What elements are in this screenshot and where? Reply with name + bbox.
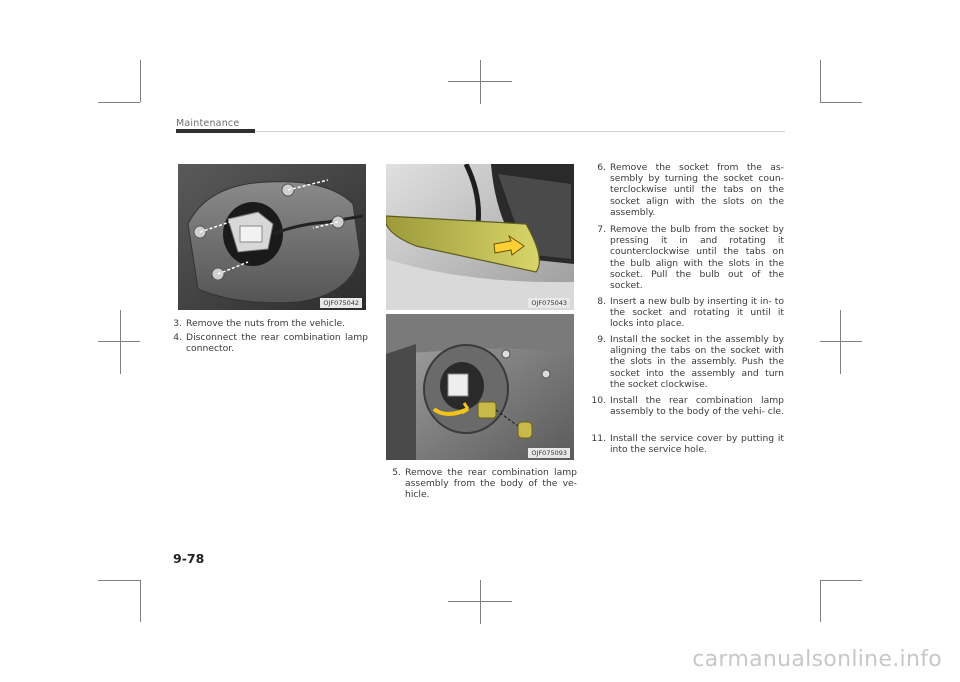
- step-text: Insert a new bulb by inserting it in- to the socket and rotating it until it locks into place.: [610, 296, 784, 330]
- step-6: [586, 162, 784, 218]
- step-number: 9.: [597, 334, 606, 345]
- figure-code: OJF075042: [320, 298, 362, 308]
- figure-socket-bulb: [386, 314, 574, 460]
- figure-socket-illustration: [386, 314, 574, 460]
- step-text: Remove the rear combination lamp assembly from the body of the ve- hicle.: [405, 467, 577, 501]
- figure-rear-lamp: [386, 164, 574, 310]
- step-number: 3.: [173, 318, 182, 329]
- step-5: [381, 467, 577, 503]
- step-text: Install the service cover by putting it into the service hole.: [610, 433, 784, 456]
- step-number: 5.: [392, 467, 401, 478]
- step-text: Disconnect the rear combination lamp connector.: [186, 332, 368, 355]
- step-9: [586, 334, 784, 392]
- figure-nuts-connector: [178, 164, 366, 310]
- step-3: [162, 318, 368, 330]
- step-7: [586, 224, 784, 292]
- step-number: 11.: [591, 433, 606, 444]
- step-number: 4.: [173, 332, 182, 343]
- step-text: Install the socket in the assembly by aligning the tabs on the socket with the slots in the assembly. Push the socket into the assembly and turn the socket clockwise.: [610, 334, 784, 390]
- step-text: Remove the nuts from the vehicle.: [186, 318, 346, 329]
- page-number: 9-78: [173, 551, 205, 566]
- figure-nuts-illustration: [178, 164, 366, 310]
- step-text: Install the rear combination lamp assembly to the body of the vehi- cle.: [610, 395, 784, 418]
- step-8: [586, 296, 784, 332]
- figure-rear-lamp-illustration: [386, 164, 574, 310]
- step-10: [586, 395, 784, 431]
- section-title: Maintenance: [176, 118, 240, 129]
- step-11: [586, 433, 784, 457]
- figure-code: OJF075093: [528, 448, 570, 458]
- step-text: Remove the socket from the as- sembly by turning the socket coun- terclockwise until the tabs on the socket align with the slots on the assembly.: [610, 162, 784, 218]
- step-number: 8.: [597, 296, 606, 307]
- step-number: 6.: [597, 162, 606, 173]
- step-text: Remove the bulb from the socket by pressing it in and rotating it counterclockwise until the tabs on the bulb align with the slots in the socket. Pull the bulb out of the socket.: [610, 224, 784, 292]
- section-bar: [176, 129, 255, 133]
- watermark: carmanualsonline.info: [692, 647, 942, 672]
- step-number: 7.: [597, 224, 606, 235]
- step-4: [162, 332, 368, 356]
- figure-code: OJF075043: [528, 298, 570, 308]
- step-number: 10.: [591, 395, 606, 406]
- header-rule: [255, 131, 785, 132]
